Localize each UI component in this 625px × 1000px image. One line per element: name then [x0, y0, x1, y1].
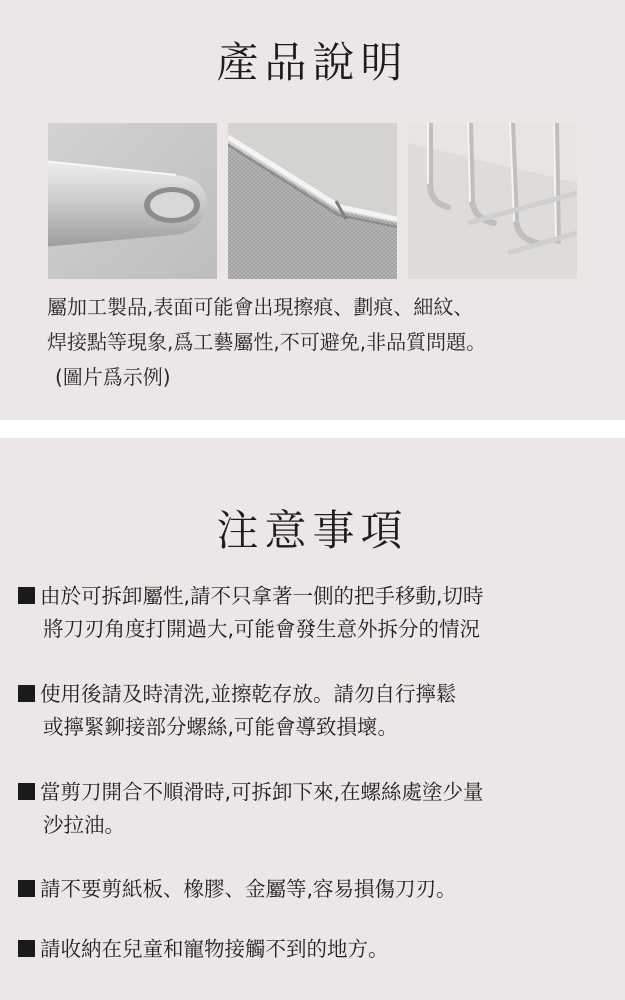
- precautions-section: [0, 438, 625, 1000]
- precaution-item: [18, 776, 618, 842]
- precautions-title: 注意事項: [216, 506, 409, 555]
- square-bullet-icon: [18, 880, 35, 897]
- wire-rack-photo: [408, 123, 577, 279]
- product-description-section: [0, 0, 625, 420]
- precaution-item: [18, 933, 618, 966]
- product-description-title: 產品說明: [216, 38, 409, 87]
- precaution-text: 或擰緊鉚接部分螺絲,可能會導致損壞。: [43, 715, 399, 739]
- section-divider: [0, 420, 625, 438]
- square-bullet-icon: [18, 685, 35, 702]
- product-description-text: [47, 290, 617, 395]
- precaution-text: 當剪刀開合不順滑時,可拆卸下來,在螺絲處塗少量: [40, 780, 484, 804]
- precaution-text: 由於可拆卸屬性,請不只拿著一側的把手移動,切時: [40, 584, 484, 608]
- precaution-text: 將刀刃角度打開過大,可能會發生意外拆分的情況: [43, 617, 481, 641]
- description-line: 焊接點等現象,爲工藝屬性,不可避免,非品質問題。: [47, 330, 487, 354]
- square-bullet-icon: [18, 587, 35, 604]
- precaution-text: 沙拉油。: [43, 813, 125, 837]
- square-bullet-icon: [18, 783, 35, 800]
- precaution-item: [18, 580, 618, 646]
- precaution-text: 請不要剪紙板、橡膠、金屬等,容易損傷刀刃。: [40, 877, 457, 901]
- precaution-text: 使用後請及時清洗,並擦乾存放。請勿自行擰鬆: [40, 682, 457, 706]
- precaution-item: [18, 678, 618, 744]
- precaution-item: [18, 873, 618, 906]
- precaution-text: 請收納在兒童和寵物接觸不到的地方。: [40, 937, 389, 961]
- mesh-basket-photo: [228, 123, 397, 279]
- handle-detail-photo: [48, 123, 217, 279]
- square-bullet-icon: [18, 940, 35, 957]
- image-example-note: (圖片爲示例): [55, 365, 171, 389]
- description-line: 屬加工製品,表面可能會出現擦痕、劃痕、細紋、: [47, 295, 474, 319]
